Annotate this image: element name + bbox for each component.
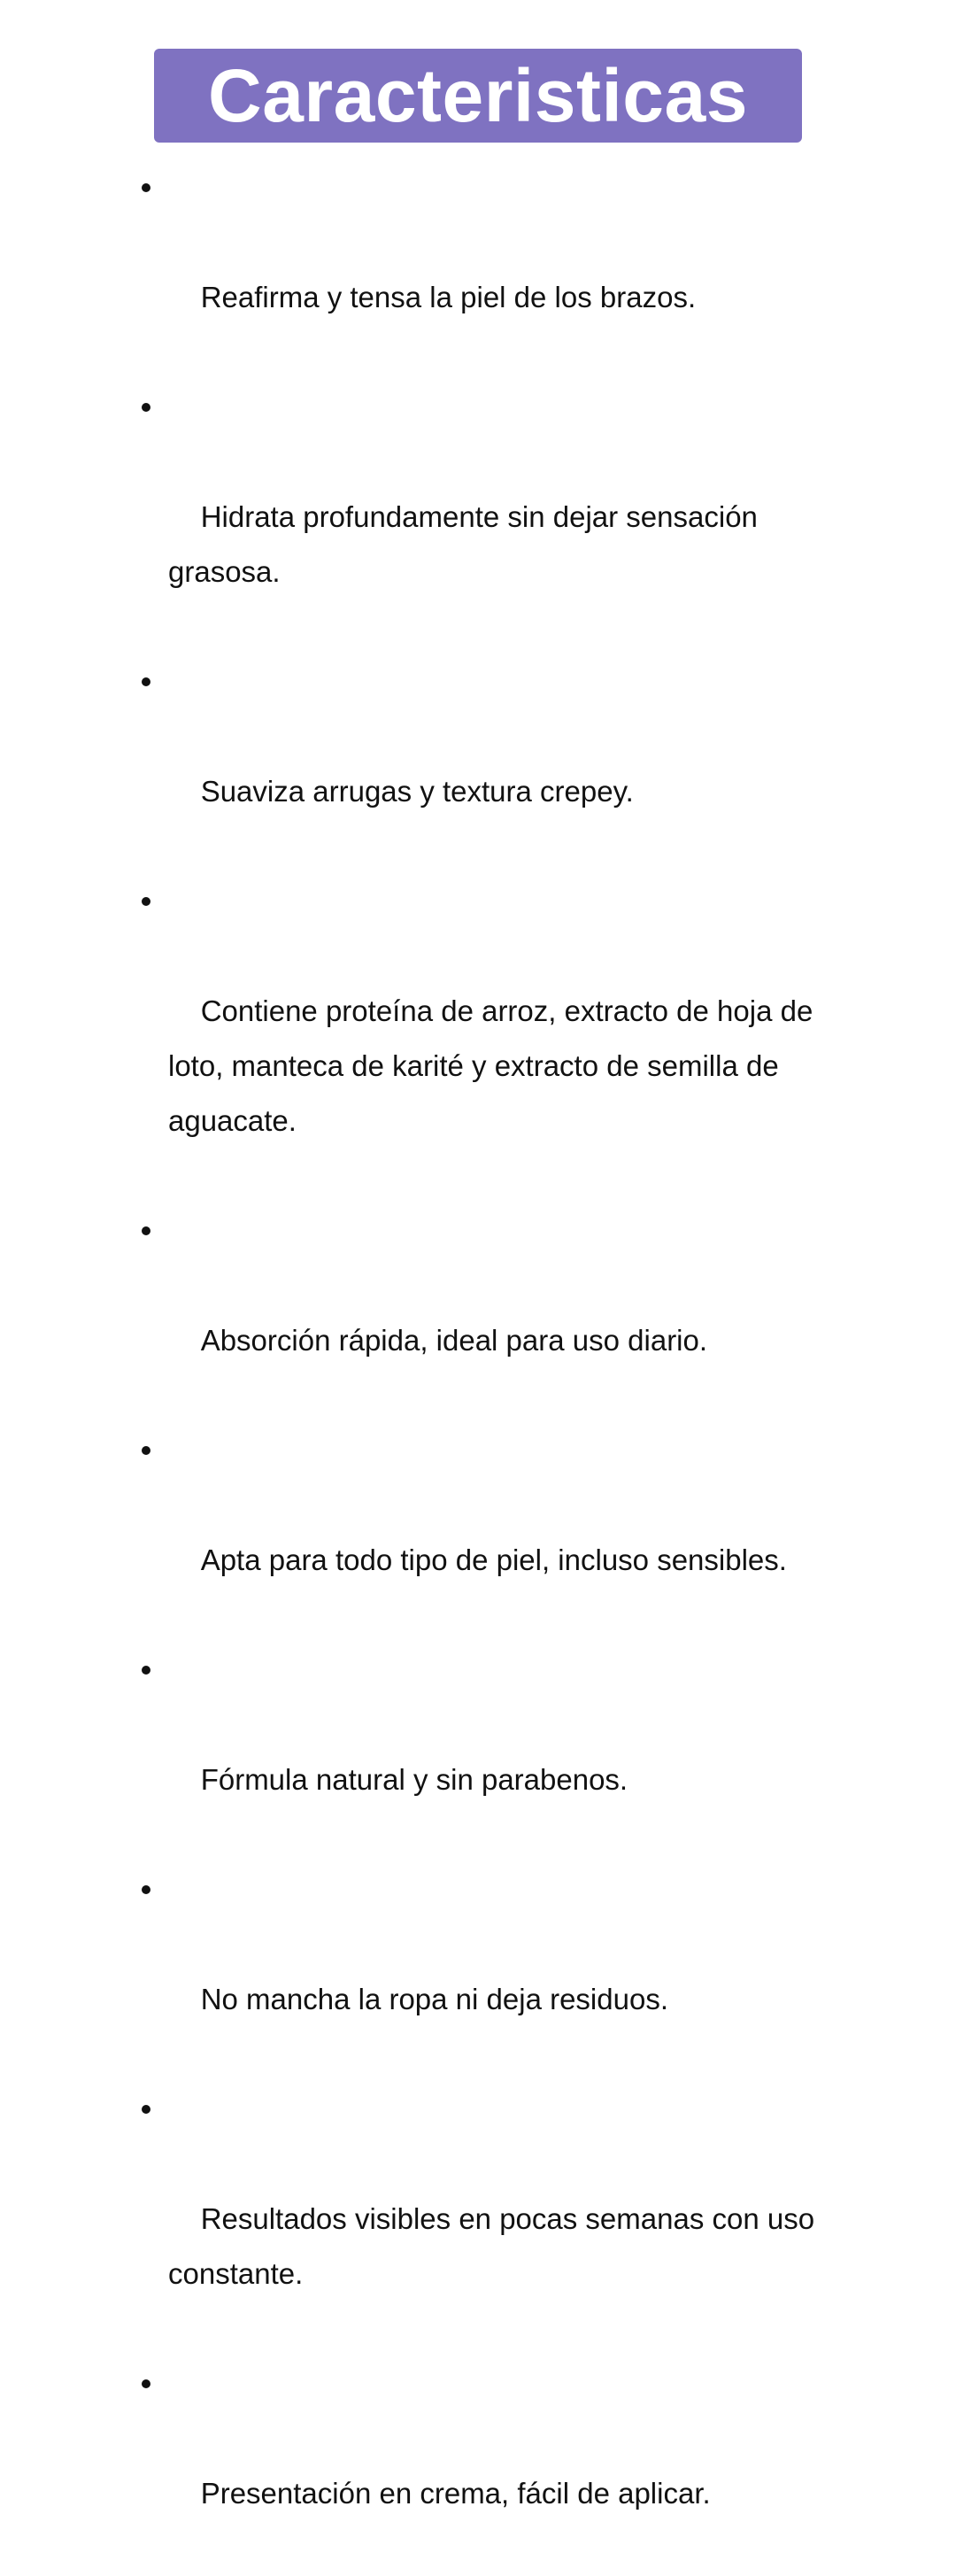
feature-text: Contiene proteína de arroz, extracto de hoja de loto, manteca de karité y extracto de semilla de aguacate.	[168, 994, 813, 1137]
feature-item	[133, 2082, 859, 2356]
feature-item	[133, 1423, 859, 1643]
feature-item	[133, 380, 859, 654]
bullet-icon	[142, 2379, 150, 2388]
bullet-icon	[142, 677, 150, 686]
feature-item	[133, 160, 859, 380]
feature-text: No mancha la ropa ni deja residuos.	[200, 1983, 668, 2015]
feature-text: Fórmula natural y sin parabenos.	[200, 1763, 628, 1796]
feature-item	[133, 2356, 859, 2576]
title-banner	[154, 49, 802, 143]
feature-item	[133, 1862, 859, 2082]
feature-text: Resultados visibles en pocas semanas con uso constante.	[168, 2202, 815, 2290]
bullet-icon	[142, 1446, 150, 1455]
feature-text: Reafirma y tensa la piel de los brazos.	[200, 281, 697, 313]
feature-text: Presentación en crema, fácil de aplicar.	[200, 2477, 711, 2510]
feature-list	[133, 160, 859, 2576]
bullet-icon	[142, 1226, 150, 1235]
feature-item	[133, 654, 859, 874]
feature-item	[133, 1643, 859, 1862]
feature-text: Suaviza arrugas y textura crepey.	[200, 775, 634, 808]
bullet-icon	[142, 403, 150, 412]
feature-text: Apta para todo tipo de piel, incluso sensibles.	[200, 1543, 787, 1576]
feature-text: Absorción rápida, ideal para uso diario.	[200, 1324, 708, 1357]
bullet-icon	[142, 2105, 150, 2114]
bullet-icon	[142, 1885, 150, 1894]
bullet-icon	[142, 1666, 150, 1675]
page-title: Caracteristicas	[208, 54, 748, 137]
feature-item	[133, 874, 859, 1203]
feature-item	[133, 1203, 859, 1423]
bullet-icon	[142, 897, 150, 906]
bullet-icon	[142, 183, 150, 192]
feature-text: Hidrata profundamente sin dejar sensación grasosa.	[168, 500, 758, 588]
